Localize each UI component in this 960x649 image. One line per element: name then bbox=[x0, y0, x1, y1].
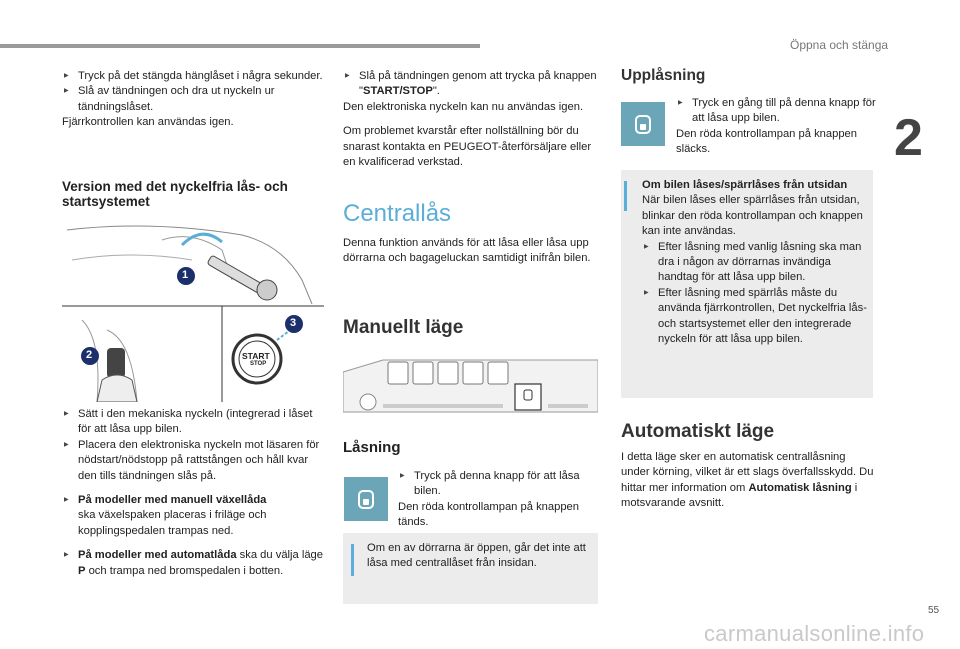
centrallas-title: Centrallås bbox=[343, 200, 452, 227]
manual-bold: På modeller med manuell växellåda bbox=[78, 494, 267, 507]
info-box-outside bbox=[621, 170, 873, 398]
key-illustration-svg bbox=[62, 220, 324, 402]
col2-top bbox=[343, 69, 601, 179]
list-item: ▶ Slå av tändningen och dra ut nyckeln ur tändningslåset. bbox=[62, 84, 324, 115]
auto-rest-a: ska du välja läge bbox=[236, 549, 323, 562]
list-item: ▶ Efter låsning med spärrlås måste du använda fjärrkontrollen, Det nyckelfria lås- och startsystemet eller den integrerade nyckeln för att låsa upp bilen. bbox=[642, 286, 868, 348]
auto-p: P bbox=[78, 564, 86, 577]
col1-mid bbox=[62, 407, 324, 579]
paragraph: Den elektroniska nyckeln kan nu användas igen. bbox=[343, 100, 584, 113]
console-svg bbox=[343, 352, 598, 420]
auto-para-a: I detta läge sker en automatisk centrallåsning under körning, vilket är ett slags överfallsskydd. Du hittar mer information om bbox=[621, 451, 874, 494]
info-box-doors bbox=[343, 533, 598, 604]
chapter-title: Öppna och stänga bbox=[790, 38, 889, 52]
lock-icon bbox=[344, 477, 388, 521]
chapter-number: 2 bbox=[894, 109, 923, 167]
stop-label: STOP bbox=[250, 361, 267, 367]
manual-title: Manuellt läge bbox=[343, 317, 464, 338]
auto-title: Automatiskt läge bbox=[621, 421, 775, 442]
list-item: ▶ Sätt i den mekaniska nyckeln (integrerad i låset för att låsa upp bilen. bbox=[62, 407, 324, 438]
info-marker-icon bbox=[624, 181, 627, 211]
list-item: ▶ Placera den elektroniska nyckeln mot läsaren för nödstart/nödstopp på rattstången och håll kvar den tills tändningen slås på. bbox=[62, 438, 324, 484]
unlock-button-icon bbox=[621, 102, 665, 146]
col1-top bbox=[62, 69, 324, 131]
list-item: ▶ Tryck en gång till på denna knapp för att låsa upp bilen. bbox=[676, 96, 876, 127]
watermark: carmanualsonline.info bbox=[704, 621, 925, 646]
list-item-auto bbox=[62, 548, 324, 579]
centrallas-paragraph: Denna funktion används för att låsa eller låsa upp dörrarna och bagageluckan samtidigt inifrån bilen. bbox=[343, 237, 591, 265]
list-item: ▶ Efter låsning med vanlig låsning ska man dra i någon av dörrarnas invändiga handtag för att låsa upp bilen. bbox=[642, 240, 868, 286]
start-bullet-a: Slå på tändningen genom att trycka på knappen " bbox=[359, 70, 597, 98]
lock-icon bbox=[621, 102, 665, 146]
keyless-illustration bbox=[62, 220, 324, 402]
auto-para-bold: Automatisk låsning bbox=[748, 481, 852, 494]
auto-para-b: i motsvarande avsnitt. bbox=[621, 481, 858, 510]
start-bullet-b: ". bbox=[432, 85, 440, 98]
lock-text bbox=[398, 469, 598, 531]
paragraph: Om problemet kvarstår efter nollställning bör du snarast kontakta en PEUGEOT-återförsäljare eller en kvalificerad verkstad. bbox=[343, 125, 592, 169]
lock-title: Låsning bbox=[343, 439, 401, 456]
paragraph: Den röda kontrollampan på knappen tänds. bbox=[398, 500, 579, 529]
info-title: Om bilen låses/spärrlåses från utsidan bbox=[642, 179, 848, 191]
lock-button-icon bbox=[344, 477, 388, 521]
page-number: 55 bbox=[928, 605, 940, 616]
list-item bbox=[343, 69, 601, 100]
info-content bbox=[642, 178, 868, 347]
list-item-manual bbox=[62, 493, 324, 539]
auto-rest-b: och trampa ned bromspedalen i botten. bbox=[85, 564, 284, 577]
console-illustration bbox=[343, 352, 598, 420]
badge-2: 2 bbox=[86, 349, 93, 361]
auto-paragraph bbox=[621, 450, 876, 512]
auto-bold: På modeller med automatlåda bbox=[78, 549, 237, 562]
start-bullet-bold: START/STOP bbox=[362, 85, 433, 98]
list-item: ▶ Tryck på det stängda hänglåset i några sekunder. bbox=[62, 69, 324, 84]
badge-3: 3 bbox=[290, 317, 297, 329]
info-paragraph: När bilen låses eller spärrlåses från utsidan, blinkar den röda kontrollampan och knappen kan inte användas. bbox=[642, 194, 863, 238]
badge-1: 1 bbox=[182, 269, 189, 281]
unlock-text bbox=[676, 96, 876, 158]
paragraph: Fjärrkontrollen kan användas igen. bbox=[62, 116, 234, 129]
start-label: START bbox=[242, 351, 270, 361]
info-marker-icon bbox=[351, 544, 354, 576]
list-item: ▶ Tryck på denna knapp för att låsa bilen. bbox=[398, 469, 598, 500]
keyless-heading: Version med det nyckelfria lås- och startsystemet bbox=[62, 179, 288, 209]
paragraph: Den röda kontrollampan på knappen släcks. bbox=[676, 127, 857, 156]
info-text: Om en av dörrarna är öppen, går det inte att låsa med centrallåset från insidan. bbox=[367, 542, 586, 570]
header-bar bbox=[0, 44, 480, 48]
manual-rest: ska växelspaken placeras i friläge och kopplingspedalen trampas ned. bbox=[78, 509, 267, 537]
unlock-title: Upplåsning bbox=[621, 67, 706, 84]
